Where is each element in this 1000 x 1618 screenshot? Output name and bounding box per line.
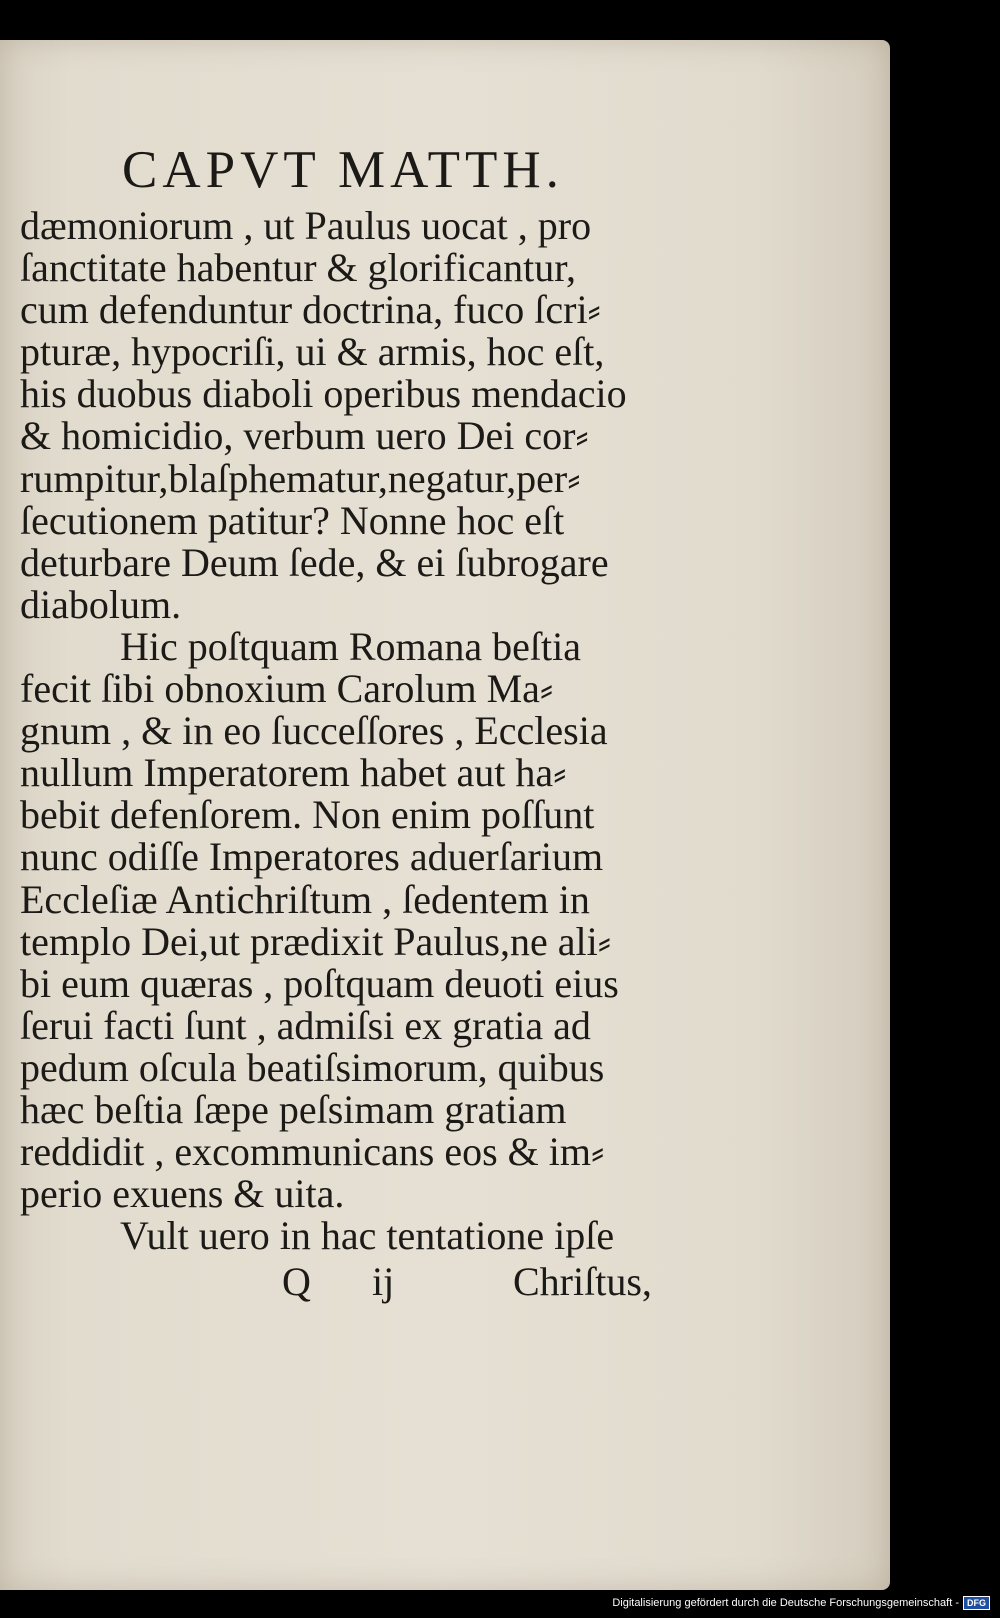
text-line: nunc odiſſe Imperatores aduerſarium [20,834,604,880]
text-line: bi eum quæras , poſtquam deuoti eius [20,960,619,1006]
text-line: dæmoniorum , ut Paulus uocat , pro [20,203,592,248]
text-line: pturæ, hypocriſi, ui & armis, hoc eſt, [20,329,605,375]
catchword: Chriſtus, [513,1259,652,1304]
text-line: diabolum. [20,581,182,627]
page-footer [20,1258,670,1304]
text-line: bebit defenſorem. Non enim poſſunt [20,792,595,838]
dfg-logo: DFG [963,1596,990,1610]
credit-text: Digitalisierung gefördert durch die Deutsche Forschungsgemeinschaft - [612,1597,959,1609]
text-line: Vult uero in hac tentatione ipſe [120,1213,615,1259]
folio-number: ij [372,1259,395,1304]
text-line: deturbare Deum ſede, & ei ſubrogare [20,539,609,585]
text-line: fecit ſibi obnoxium Carolum Ma⸗ [20,666,554,712]
text-line: nullum Imperatorem habet aut ha⸗ [20,750,567,796]
text-line: his duobus diaboli operibus mendacio [20,371,627,417]
text-line: perio exuens & uita. [20,1171,345,1217]
text-line: pedum oſcula beatiſsimorum, quibus [20,1044,605,1090]
text-line: ſerui facti ſunt , admiſsi ex gratia ad [20,1002,591,1048]
text-line: cum defenduntur doctrina, fuco ſcri⸗ [20,287,601,333]
text-line: Hic poſtquam Romana beſtia [120,623,581,669]
text-line: hæc beſtia ſæpe peſsimam gratiam [20,1086,567,1132]
signature-mark: Q [282,1259,311,1304]
text-line: rumpitur,blaſphematur,negatur,per⸗ [20,455,581,501]
body-text [20,205,670,1257]
digitization-credit [612,1596,990,1610]
text-line: gnum , & in eo ſucceſſores , Ecclesia [20,708,608,754]
running-header: CAPVT MATTH. [122,141,564,199]
text-line: ſanctitate habentur & glorificantur, [20,245,576,291]
text-line: reddidit , excommunicans eos & im⸗ [20,1129,605,1175]
text-line: ſecutionem patitur? Nonne hoc eſt [20,497,565,543]
text-line: Eccleſiæ Antichriſtum , ſedentem in [20,876,590,922]
text-line: templo Dei,ut prædixit Paulus,ne ali⸗ [20,918,612,964]
text-line: & homicidio, verbum uero Dei cor⸗ [20,413,589,459]
